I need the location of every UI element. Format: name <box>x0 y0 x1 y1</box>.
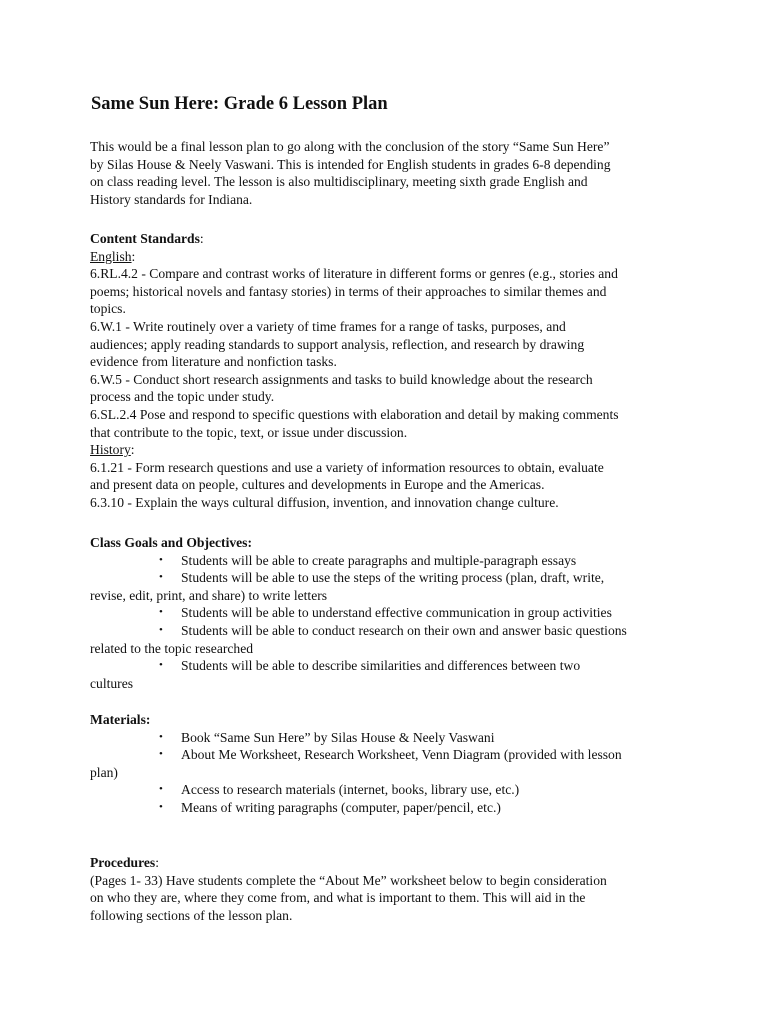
content-standards-heading: Content Standards: <box>90 231 204 246</box>
list-item: • Students will be able to use the steps of the writing process (plan, draft, write, revise, edit, print, and share) to write letters <box>90 570 605 603</box>
list-item: • Students will be able to conduct research on their own and answer basic questions related to the topic researched <box>90 622 627 656</box>
standard-line: evidence from literature and nonfiction tasks. <box>90 354 337 370</box>
content-standards-section <box>90 230 690 512</box>
standard-line: 6.3.10 - Explain the ways cultural diffusion, invention, and innovation change culture. <box>90 494 559 510</box>
english-subheading: English: <box>90 248 136 264</box>
procedure-line: (Pages 1- 33) Have students complete the “About Me” worksheet below to begin consideration <box>90 872 607 888</box>
standard-line: and present data on people, cultures and developments in Europe and the Americas. <box>90 477 545 493</box>
bullet-icon: • <box>159 571 163 584</box>
intro-line: on class reading level. The lesson is also multidisciplinary, meeting sixth grade English and <box>90 174 588 190</box>
goals-section <box>90 534 690 692</box>
materials-section <box>90 711 690 817</box>
bullet-icon: • <box>159 800 163 813</box>
list-item: • About Me Worksheet, Research Worksheet, Venn Diagram (provided with lesson plan) <box>90 747 622 780</box>
bullet-icon: • <box>159 553 163 566</box>
standard-line: 6.W.1 - Write routinely over a variety of time frames for a range of tasks, purposes, and <box>90 318 566 334</box>
standard-line: poems; historical novels and fantasy stories) in terms of their approaches to similar themes and <box>90 283 607 299</box>
goals-list <box>90 552 690 693</box>
history-subheading: History: <box>90 442 135 458</box>
standard-line: 6.RL.4.2 - Compare and contrast works of literature in different forms or genres (e.g., stories and <box>90 266 618 282</box>
standard-line: that contribute to the topic, text, or issue under discussion. <box>90 424 408 440</box>
procedures-heading: Procedures: <box>90 855 159 870</box>
materials-heading: Materials: <box>90 712 151 727</box>
list-item: • Students will be able to create paragraphs and multiple-paragraph essays <box>159 552 577 568</box>
list-item: • Students will be able to understand effective communication in group activities <box>159 605 612 621</box>
bullet-icon: • <box>159 748 163 761</box>
standard-line: process and the topic under study. <box>90 389 275 405</box>
bullet-icon: • <box>159 659 163 672</box>
procedure-line: following sections of the lesson plan. <box>90 907 293 923</box>
procedures-section <box>90 854 690 924</box>
list-item: • Book “Same Sun Here” by Silas House & Neely Vaswani <box>159 729 495 745</box>
standard-line: topics. <box>90 301 126 317</box>
list-item: • Students will be able to describe similarities and differences between two cultures <box>90 658 581 691</box>
standard-line: 6.SL.2.4 Pose and respond to specific questions with elaboration and detail by making comments <box>90 406 619 422</box>
standard-line: 6.1.21 - Form research questions and use a variety of information resources to obtain, evaluate <box>90 459 604 475</box>
list-item: • Means of writing paragraphs (computer, paper/pencil, etc.) <box>159 799 501 815</box>
intro-paragraph <box>90 138 690 208</box>
standard-line: audiences; apply reading standards to support analysis, reflection, and research by drawing <box>90 336 585 352</box>
bullet-icon: • <box>159 730 163 743</box>
standard-line: 6.W.5 - Conduct short research assignments and tasks to build knowledge about the research <box>90 371 593 387</box>
goals-heading: Class Goals and Objectives: <box>90 535 252 550</box>
procedure-line: on who they are, where they come from, and what is important to them. This will aid in the <box>90 890 586 906</box>
list-item: • Access to research materials (internet, books, library use, etc.) <box>159 782 520 798</box>
intro-line: History standards for Indiana. <box>90 191 253 207</box>
materials-list <box>90 729 690 817</box>
bullet-icon: • <box>159 606 163 619</box>
intro-line: by Silas House & Neely Vaswani. This is intended for English students in grades 6-8 depending <box>90 156 611 172</box>
bullet-icon: • <box>159 783 163 796</box>
intro-line: This would be a final lesson plan to go along with the conclusion of the story “Same Sun Here” <box>90 139 610 154</box>
document-title: Same Sun Here: Grade 6 Lesson Plan <box>91 94 388 114</box>
bullet-icon: • <box>159 623 163 636</box>
